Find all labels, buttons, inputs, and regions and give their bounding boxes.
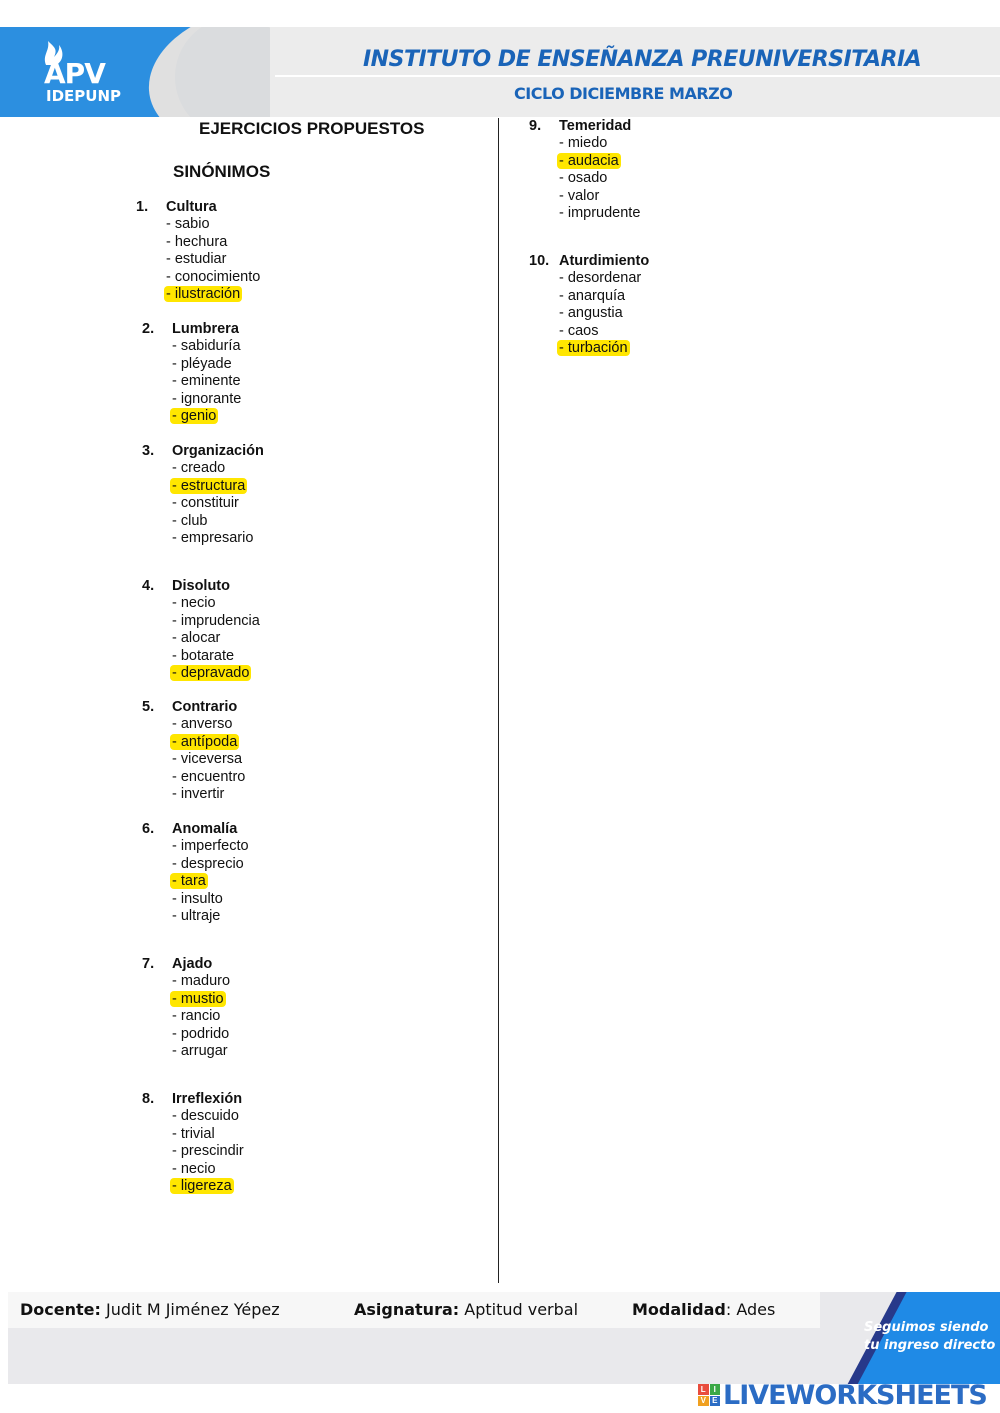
- docente-info: [20, 1300, 280, 1319]
- answer-option[interactable]: [136, 269, 262, 286]
- answer-option-highlighted[interactable]: [142, 408, 243, 425]
- answer-option[interactable]: [142, 530, 264, 547]
- answer-option[interactable]: [142, 838, 251, 855]
- answer-option[interactable]: [142, 460, 264, 477]
- answer-option-highlighted[interactable]: [142, 734, 247, 751]
- option-label: - necio: [172, 1160, 216, 1177]
- exercise-number: 8.: [142, 1091, 155, 1107]
- answer-option[interactable]: [142, 630, 262, 647]
- exercise-item: [142, 578, 262, 682]
- exercise-number: 5.: [142, 699, 155, 715]
- exercise-word: Ajado: [172, 956, 213, 972]
- option-label: - ignorante: [172, 390, 242, 407]
- exercise-number: 7.: [142, 956, 155, 972]
- answer-option[interactable]: [142, 1126, 246, 1143]
- option-label: - podrido: [172, 1025, 230, 1042]
- header-divider: [275, 75, 1000, 77]
- answer-option[interactable]: [142, 786, 247, 803]
- option-label: - prescindir: [172, 1143, 244, 1160]
- exercise-number: 6.: [142, 821, 155, 837]
- exercise-heading: [142, 321, 243, 338]
- option-label: - angustia: [559, 305, 623, 322]
- option-label: - invertir: [172, 786, 225, 803]
- answer-option-highlighted[interactable]: [142, 991, 232, 1008]
- exercise-heading: [529, 118, 642, 135]
- modalidad-label: Modalidad: [632, 1300, 726, 1319]
- exercise-word: Temeridad: [559, 118, 632, 134]
- answer-option[interactable]: [142, 373, 243, 390]
- answer-option[interactable]: [142, 908, 251, 925]
- liveworksheets-text: LIVEWORKSHEETS: [723, 1379, 987, 1411]
- option-label: - arrugar: [172, 1043, 228, 1060]
- exercise-number: 10.: [529, 253, 550, 269]
- option-label: - estructura: [172, 477, 246, 494]
- option-label: - desordenar: [559, 270, 642, 287]
- lw-icon-i: I: [710, 1384, 721, 1395]
- option-label: - maduro: [172, 973, 231, 990]
- exercise-item: [142, 443, 264, 547]
- exercise-number: 3.: [142, 443, 155, 459]
- answer-option[interactable]: [142, 1008, 232, 1025]
- answer-option[interactable]: [142, 1108, 246, 1125]
- logo: [0, 27, 270, 117]
- answer-option[interactable]: [529, 170, 642, 187]
- exercise-heading: [142, 443, 264, 460]
- slogan-line-1: Seguimos siendo: [864, 1320, 989, 1335]
- option-label: - miedo: [559, 135, 608, 152]
- exercise-word: Anomalía: [172, 821, 238, 837]
- answer-option[interactable]: [142, 751, 247, 768]
- institute-title: INSTITUTO DE ENSEÑANZA PREUNIVERSITARIA: [363, 47, 922, 72]
- exercise-word: Aturdimiento: [559, 253, 650, 269]
- exercise-item: [142, 1091, 246, 1195]
- option-label: - necio: [172, 595, 216, 612]
- option-label: - imprudencia: [172, 612, 260, 629]
- option-label: - depravado: [172, 665, 250, 682]
- answer-option[interactable]: [529, 305, 649, 322]
- liveworksheets-icon: [698, 1384, 720, 1406]
- slogan-line-2: tu ingreso directo: [864, 1338, 996, 1353]
- exercise-heading: [142, 1091, 246, 1108]
- column-divider: [498, 118, 499, 1283]
- option-label: - turbación: [559, 340, 628, 357]
- exercise-word: Cultura: [166, 199, 217, 215]
- answer-option[interactable]: [142, 769, 247, 786]
- page-header: [0, 27, 1000, 117]
- cycle-subtitle: CICLO DICIEMBRE MARZO: [514, 84, 733, 103]
- answer-option[interactable]: [142, 891, 251, 908]
- logo-sub-text: IDEPUNP: [46, 87, 121, 105]
- exercise-heading: [142, 821, 251, 838]
- answer-option-highlighted[interactable]: [142, 665, 262, 682]
- answer-option[interactable]: [142, 1143, 246, 1160]
- answer-option[interactable]: [142, 856, 251, 873]
- answer-option[interactable]: [142, 356, 243, 373]
- answer-option-highlighted[interactable]: [529, 340, 649, 357]
- docente-label: Docente:: [20, 1300, 101, 1319]
- option-label: - insulto: [172, 890, 223, 907]
- answer-option[interactable]: [136, 234, 262, 251]
- option-label: - alocar: [172, 630, 221, 647]
- option-label: - empresario: [172, 530, 254, 547]
- answer-option[interactable]: [529, 323, 649, 340]
- option-label: - hechura: [166, 233, 228, 250]
- option-label: - pléyade: [172, 355, 232, 372]
- option-label: - anverso: [172, 716, 233, 733]
- option-label: - valor: [559, 187, 600, 204]
- exercise-word: Contrario: [172, 699, 238, 715]
- option-label: - rancio: [172, 1008, 221, 1025]
- option-label: - estudiar: [166, 251, 227, 268]
- answer-option-highlighted[interactable]: [136, 286, 262, 303]
- answer-option-highlighted[interactable]: [142, 873, 251, 890]
- answer-option[interactable]: [142, 716, 247, 733]
- exercise-heading: [142, 956, 232, 973]
- lw-icon-e: E: [710, 1396, 721, 1407]
- exercise-word: Organización: [172, 443, 264, 459]
- logo-main-text: APV: [44, 57, 105, 90]
- option-label: - ultraje: [172, 908, 221, 925]
- option-label: - imprudente: [559, 205, 641, 222]
- logo-swoosh-circle: [175, 27, 270, 117]
- asignatura-info: [354, 1300, 578, 1319]
- answer-option[interactable]: [529, 288, 649, 305]
- option-label: - caos: [559, 322, 599, 339]
- answer-option-highlighted[interactable]: [529, 153, 642, 170]
- option-label: - mustio: [172, 990, 224, 1007]
- answer-option[interactable]: [142, 973, 232, 990]
- exercise-word: Disoluto: [172, 578, 230, 594]
- section-title: EJERCICIOS PROPUESTOS: [199, 119, 425, 138]
- asignatura-label: Asignatura:: [354, 1300, 460, 1319]
- exercise-heading: [136, 199, 262, 216]
- exercise-heading: [529, 253, 649, 270]
- exercise-item: [142, 956, 232, 1060]
- asignatura-value: Aptitud verbal: [459, 1300, 579, 1319]
- option-label: - sabio: [166, 216, 210, 233]
- slogan: [864, 1319, 995, 1355]
- section-subtitle: SINÓNIMOS: [173, 162, 271, 181]
- option-label: - constituir: [172, 495, 239, 512]
- exercise-heading: [142, 578, 262, 595]
- option-label: - ilustración: [166, 286, 241, 303]
- exercise-word: Irreflexión: [172, 1091, 243, 1107]
- exercise-heading: [142, 699, 247, 716]
- exercise-item: [142, 321, 243, 425]
- option-label: - audacia: [559, 152, 619, 169]
- answer-option-highlighted[interactable]: [142, 1178, 246, 1195]
- option-label: - ligereza: [172, 1178, 232, 1195]
- answer-option[interactable]: [142, 1026, 232, 1043]
- option-label: - anarquía: [559, 287, 626, 304]
- modalidad-value: : Ades: [725, 1300, 776, 1319]
- answer-option[interactable]: [136, 251, 262, 268]
- answer-option[interactable]: [142, 513, 264, 530]
- lw-icon-l: L: [698, 1384, 709, 1395]
- exercise-item: [529, 253, 649, 357]
- answer-option[interactable]: [142, 338, 243, 355]
- answer-option[interactable]: [136, 216, 262, 233]
- answer-option[interactable]: [142, 613, 262, 630]
- option-label: - trivial: [172, 1125, 215, 1142]
- option-label: - eminente: [172, 373, 241, 390]
- option-label: - imperfecto: [172, 838, 249, 855]
- option-label: - sabiduría: [172, 338, 241, 355]
- answer-option[interactable]: [529, 135, 642, 152]
- option-label: - antípoda: [172, 733, 238, 750]
- docente-value: Judit M Jiménez Yépez: [100, 1300, 280, 1319]
- answer-option-highlighted[interactable]: [142, 478, 264, 495]
- option-label: - desprecio: [172, 855, 244, 872]
- exercise-word: Lumbrera: [172, 321, 239, 337]
- exercise-item: [529, 118, 642, 222]
- option-label: - viceversa: [172, 751, 243, 768]
- answer-option[interactable]: [142, 595, 262, 612]
- answer-option[interactable]: [529, 188, 642, 205]
- liveworksheets-watermark[interactable]: [698, 1380, 987, 1410]
- exercise-item: [142, 821, 251, 925]
- answer-option[interactable]: [142, 495, 264, 512]
- option-label: - creado: [172, 460, 226, 477]
- option-label: - conocimiento: [166, 268, 261, 285]
- exercise-item: [136, 199, 262, 303]
- option-label: - club: [172, 512, 208, 529]
- option-label: - descuido: [172, 1108, 239, 1125]
- option-label: - encuentro: [172, 768, 246, 785]
- answer-option[interactable]: [142, 1161, 246, 1178]
- answer-option[interactable]: [142, 1043, 232, 1060]
- option-label: - tara: [172, 873, 206, 890]
- exercise-number: 9.: [529, 118, 542, 134]
- lw-icon-v: V: [698, 1396, 709, 1407]
- answer-option[interactable]: [142, 391, 243, 408]
- answer-option[interactable]: [529, 270, 649, 287]
- exercise-number: 4.: [142, 578, 155, 594]
- option-label: - osado: [559, 170, 608, 187]
- option-label: - genio: [172, 408, 217, 425]
- exercise-number: 1.: [136, 199, 149, 215]
- modalidad-info: [632, 1300, 775, 1319]
- answer-option[interactable]: [142, 648, 262, 665]
- answer-option[interactable]: [529, 205, 642, 222]
- option-label: - botarate: [172, 647, 235, 664]
- footer-brand-panel: [820, 1292, 1000, 1384]
- exercise-item: [142, 699, 247, 803]
- exercise-number: 2.: [142, 321, 155, 337]
- page-footer: [8, 1292, 1000, 1384]
